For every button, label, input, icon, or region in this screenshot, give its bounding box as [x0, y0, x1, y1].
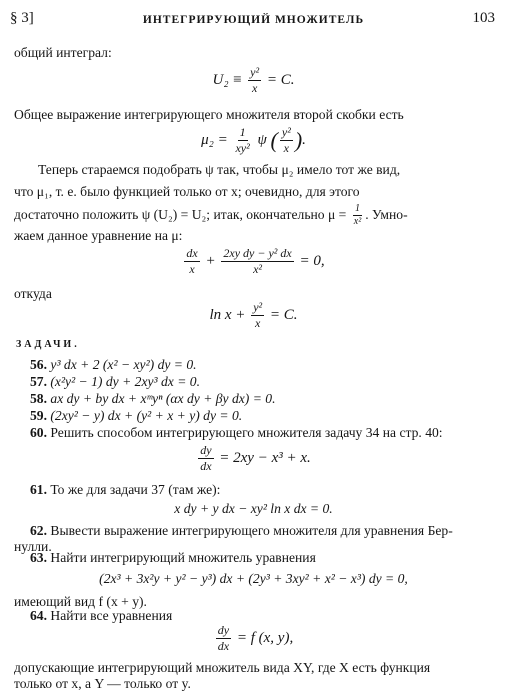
text-line: жаем данное уравнение на μ:	[14, 228, 183, 243]
section-number: § 3]	[10, 10, 34, 26]
running-title: ИНТЕГРИРУЮЩИЙ МНОЖИТЕЛЬ	[142, 14, 365, 26]
problem-58: 58. ax dy + by dx + xᵐyⁿ (αx dy + βy dx) = 0.	[30, 391, 276, 406]
problems-heading: ЗАДАЧИ.	[16, 339, 80, 350]
equation-problem-60: $\frac{dy}{dx}$ = 2xy − x³ + x.	[200, 443, 311, 474]
problem-56: 56. y³ dx + 2 (x² − xy²) dy = 0.	[30, 357, 197, 372]
equation-multiplied: $\frac{dx}{x}$ + $\frac{\text{2xy dy − y² dx}}{\text{x²}}$ = 0,	[186, 246, 325, 277]
text-line: нулли.	[14, 539, 52, 554]
text-line: достаточно положить ψ (U₂) = U₂; итак, окончательно μ = $\frac{1}{\text{x²}}$ . Умно-	[14, 202, 408, 228]
page-number: 103	[472, 10, 495, 26]
problem-62: 62. Вывести выражение интегрирующего множителя для уравнения Бер-	[30, 523, 453, 538]
problem-61: 61. То же для задачи 37 (там же):	[30, 482, 221, 497]
text-line: допускающие интегрирующий множитель вида XY, где X есть функция	[14, 660, 431, 675]
text-line: что μ₁, т. е. было функцией только от x; очевидно, для этого	[14, 184, 360, 199]
problem-60: 60. Решить способом интегрирующего множителя задачу 34 на стр. 40:	[30, 425, 443, 440]
equation-mu2: μ₂ = $\frac{1}{\text{xy²}}$ ψ ( $\frac{\text{y²}}{x}$ ).	[201, 125, 306, 156]
equation-u2: U₂ ≡ $\frac{\text{y²}}{x}$ = C.	[212, 65, 295, 96]
text-line: только от x, а Y — только от y.	[14, 676, 191, 691]
equation-problem-63: (2x³ + 3x²y + y² − y³) dx + (2y³ + 3xy² + x² − x³) dy = 0,	[99, 571, 408, 586]
text-line: имеющий вид f (x + y).	[14, 594, 147, 609]
problem-63: 63. Найти интегрирующий множитель уравнения	[30, 550, 316, 565]
text-line: общий интеграл:	[14, 45, 112, 60]
equation-problem-61: x dy + y dx − xy² ln x dx = 0.	[174, 501, 333, 516]
problem-59: 59. (2xy² − y) dx + (y² + x + y) dy = 0.	[30, 408, 243, 423]
equation-result: ln x + $\frac{\text{y²}}{x}$ = C.	[209, 300, 298, 331]
equation-problem-64: $\frac{dy}{dx}$ = f (x, y),	[217, 623, 294, 654]
problem-64: 64. Найти все уравнения	[30, 608, 173, 623]
text-line: Теперь стараемся подобрать ψ так, чтобы μ₂ имело тот же вид,	[38, 162, 401, 177]
text-line: Общее выражение интегрирующего множителя второй скобки есть	[14, 107, 404, 122]
problem-57: 57. (x²y² − 1) dy + 2xy³ dx = 0.	[30, 374, 200, 389]
text-line: откуда	[14, 286, 52, 301]
